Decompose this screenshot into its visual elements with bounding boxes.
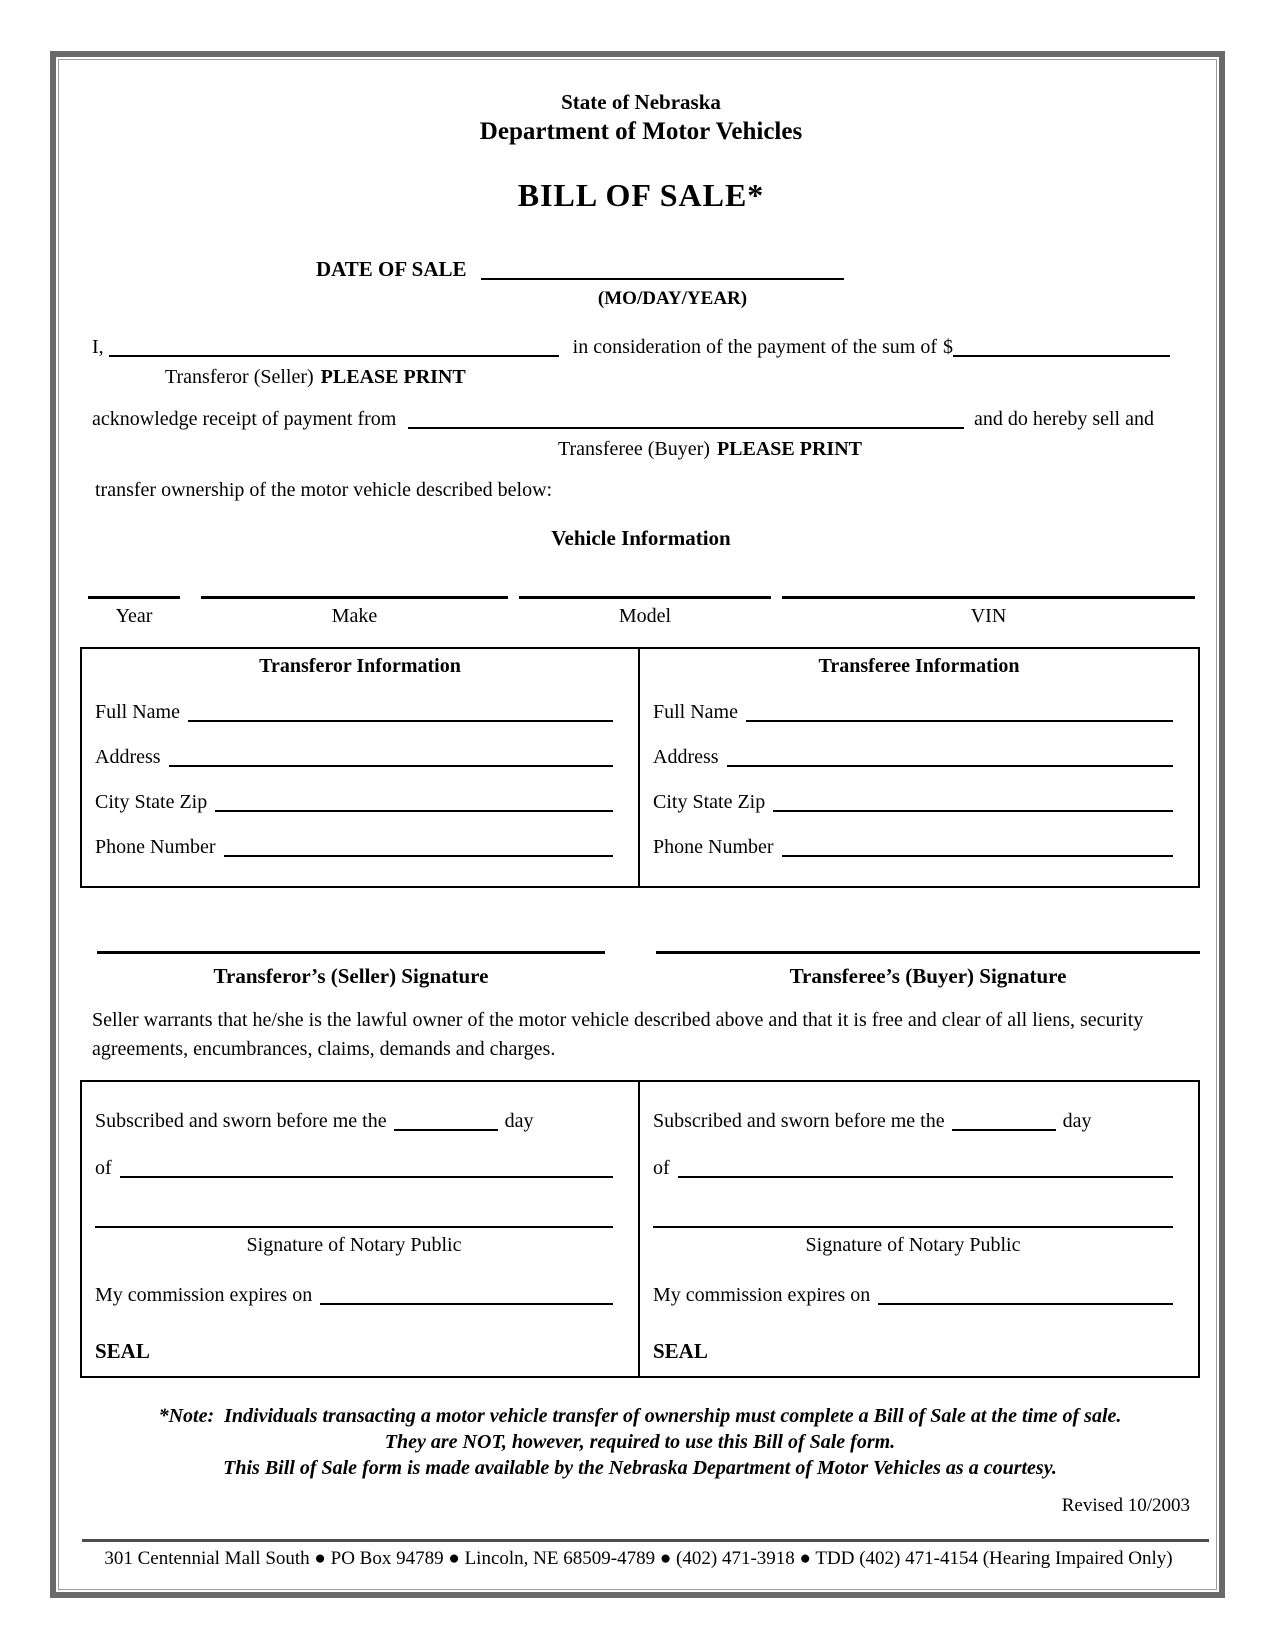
transferor-full-name-label: Full Name <box>95 701 180 723</box>
transferor-address-label: Address <box>95 746 161 768</box>
seal-label: SEAL <box>95 1339 150 1363</box>
of-label: of <box>95 1157 112 1179</box>
buyer-caption-text: Transferee (Buyer) <box>557 438 710 460</box>
commission-date-field[interactable] <box>320 1299 613 1305</box>
transferee-city-state-zip-field[interactable] <box>773 806 1173 812</box>
seller-caption-text: Transferor (Seller) <box>165 366 314 388</box>
parties-info-box <box>80 647 1200 888</box>
notary-seller-cell <box>82 1082 640 1376</box>
i-prefix: I, <box>92 336 104 358</box>
currency-symbol: $ <box>943 336 954 358</box>
commission-label: My commission expires on <box>95 1284 313 1306</box>
vehicle-make-field[interactable] <box>201 596 508 628</box>
form-title: BILL OF SALE* <box>517 177 765 213</box>
date-of-sale-field[interactable] <box>481 274 844 280</box>
warranty-text: Seller warrants that he/she is the lawful owner of the motor vehicle described above and that it is free and clear of all liens, security agreements, encumbrances, claims, demands and charges. <box>92 1009 1144 1060</box>
transferor-city-state-zip-field[interactable] <box>215 806 613 812</box>
buyer-name-field[interactable] <box>408 423 964 429</box>
transferee-address-field[interactable] <box>727 761 1173 767</box>
seller-print-caption <box>165 366 466 389</box>
transferor-city-state-zip-label: City State Zip <box>95 791 208 813</box>
vehicle-model-field[interactable] <box>519 596 771 628</box>
transferor-info-heading: Transferor Information <box>259 655 461 677</box>
transferor-full-name-field[interactable] <box>188 716 613 722</box>
footnote-block <box>85 1403 1195 1481</box>
transferor-phone-label: Phone Number <box>95 836 216 858</box>
notary-signature-label: Signature of Notary Public <box>805 1234 1021 1256</box>
buyer-print-caption <box>495 438 925 461</box>
notary-box <box>80 1080 1200 1378</box>
vehicle-year-label: Year <box>115 605 153 627</box>
transferor-address-field[interactable] <box>169 761 613 767</box>
vehicle-vin-label: VIN <box>970 605 1007 627</box>
revised-date: Revised 10/2003 <box>1061 1495 1190 1516</box>
department-name: Department of Motor Vehicles <box>479 118 803 145</box>
acknowledge-text: acknowledge receipt of payment from <box>92 408 397 430</box>
acknowledge-row <box>92 408 1154 431</box>
commission-label: My commission expires on <box>653 1284 871 1306</box>
vehicle-model-label: Model <box>618 605 672 627</box>
consideration-text: in consideration of the payment of the sum of <box>572 336 938 358</box>
seller-intro-row <box>92 336 1170 359</box>
day-label: day <box>1062 1110 1092 1132</box>
notary-signature-field[interactable] <box>95 1226 613 1257</box>
sale-amount-field[interactable] <box>953 351 1170 357</box>
sworn-day-number-field[interactable] <box>952 1125 1056 1131</box>
notary-buyer-cell <box>640 1082 1198 1376</box>
seller-signature-label: Transferor’s (Seller) Signature <box>213 964 489 988</box>
transferor-phone-field[interactable] <box>224 851 613 857</box>
seller-name-field[interactable] <box>109 351 559 357</box>
sworn-before-text: Subscribed and sworn before me the <box>95 1110 387 1132</box>
buyer-signature-label: Transferee’s (Buyer) Signature <box>789 964 1067 988</box>
day-label: day <box>504 1110 534 1132</box>
transferee-info-cell <box>640 649 1198 886</box>
transferee-phone-label: Phone Number <box>653 836 774 858</box>
commission-date-field[interactable] <box>878 1299 1173 1305</box>
date-of-sale-row <box>316 257 844 282</box>
seller-caption-bold: PLEASE PRINT <box>320 366 466 388</box>
sell-suffix-text: and do hereby sell and <box>974 408 1154 430</box>
note-line-3: This Bill of Sale form is made available by the Nebraska Department of Motor Vehicles as a courtesy. <box>223 1457 1057 1479</box>
notary-signature-label: Signature of Notary Public <box>246 1234 462 1256</box>
transferee-city-state-zip-label: City State Zip <box>653 791 766 813</box>
vehicle-vin-field[interactable] <box>782 596 1195 628</box>
sworn-month-field[interactable] <box>678 1172 1173 1178</box>
vehicle-year-field[interactable] <box>88 596 180 628</box>
sworn-before-text: Subscribed and sworn before me the <box>653 1110 945 1132</box>
transferee-phone-field[interactable] <box>782 851 1173 857</box>
footer-divider <box>82 1539 1209 1542</box>
date-of-sale-label: DATE OF SALE <box>316 257 467 281</box>
transferee-info-heading: Transferee Information <box>818 655 1020 677</box>
seller-signature-field[interactable] <box>97 951 605 989</box>
note-line-2: They are NOT, however, required to use this Bill of Sale form. <box>384 1431 896 1453</box>
transferee-full-name-label: Full Name <box>653 701 738 723</box>
document-header <box>92 90 1190 214</box>
vehicle-info-heading: Vehicle Information <box>551 526 731 550</box>
footer-address: 301 Centennial Mall South ● PO Box 94789 ● Lincoln, NE 68509-4789 ● (402) 471-3918 ● TDD (402) 471-4154 (Hearing Impaired Only) <box>104 1548 1173 1569</box>
vehicle-make-label: Make <box>331 605 378 627</box>
sworn-month-field[interactable] <box>120 1172 613 1178</box>
transferee-full-name-field[interactable] <box>746 716 1173 722</box>
transferor-info-cell <box>82 649 640 886</box>
transferee-address-label: Address <box>653 746 719 768</box>
note-line-1: *Note: Individuals transacting a motor vehicle transfer of ownership must complete a Bill of Sale at the time of sale. <box>158 1405 1122 1427</box>
seal-label: SEAL <box>653 1339 708 1363</box>
sworn-day-number-field[interactable] <box>394 1125 498 1131</box>
transfer-ownership-text: transfer ownership of the motor vehicle described below: <box>95 479 553 501</box>
date-format-hint: (MO/DAY/YEAR) <box>597 288 748 309</box>
of-label: of <box>653 1157 670 1179</box>
buyer-caption-bold: PLEASE PRINT <box>716 438 862 460</box>
notary-signature-field[interactable] <box>653 1226 1173 1257</box>
buyer-signature-field[interactable] <box>656 951 1200 989</box>
state-name: State of Nebraska <box>561 90 721 114</box>
